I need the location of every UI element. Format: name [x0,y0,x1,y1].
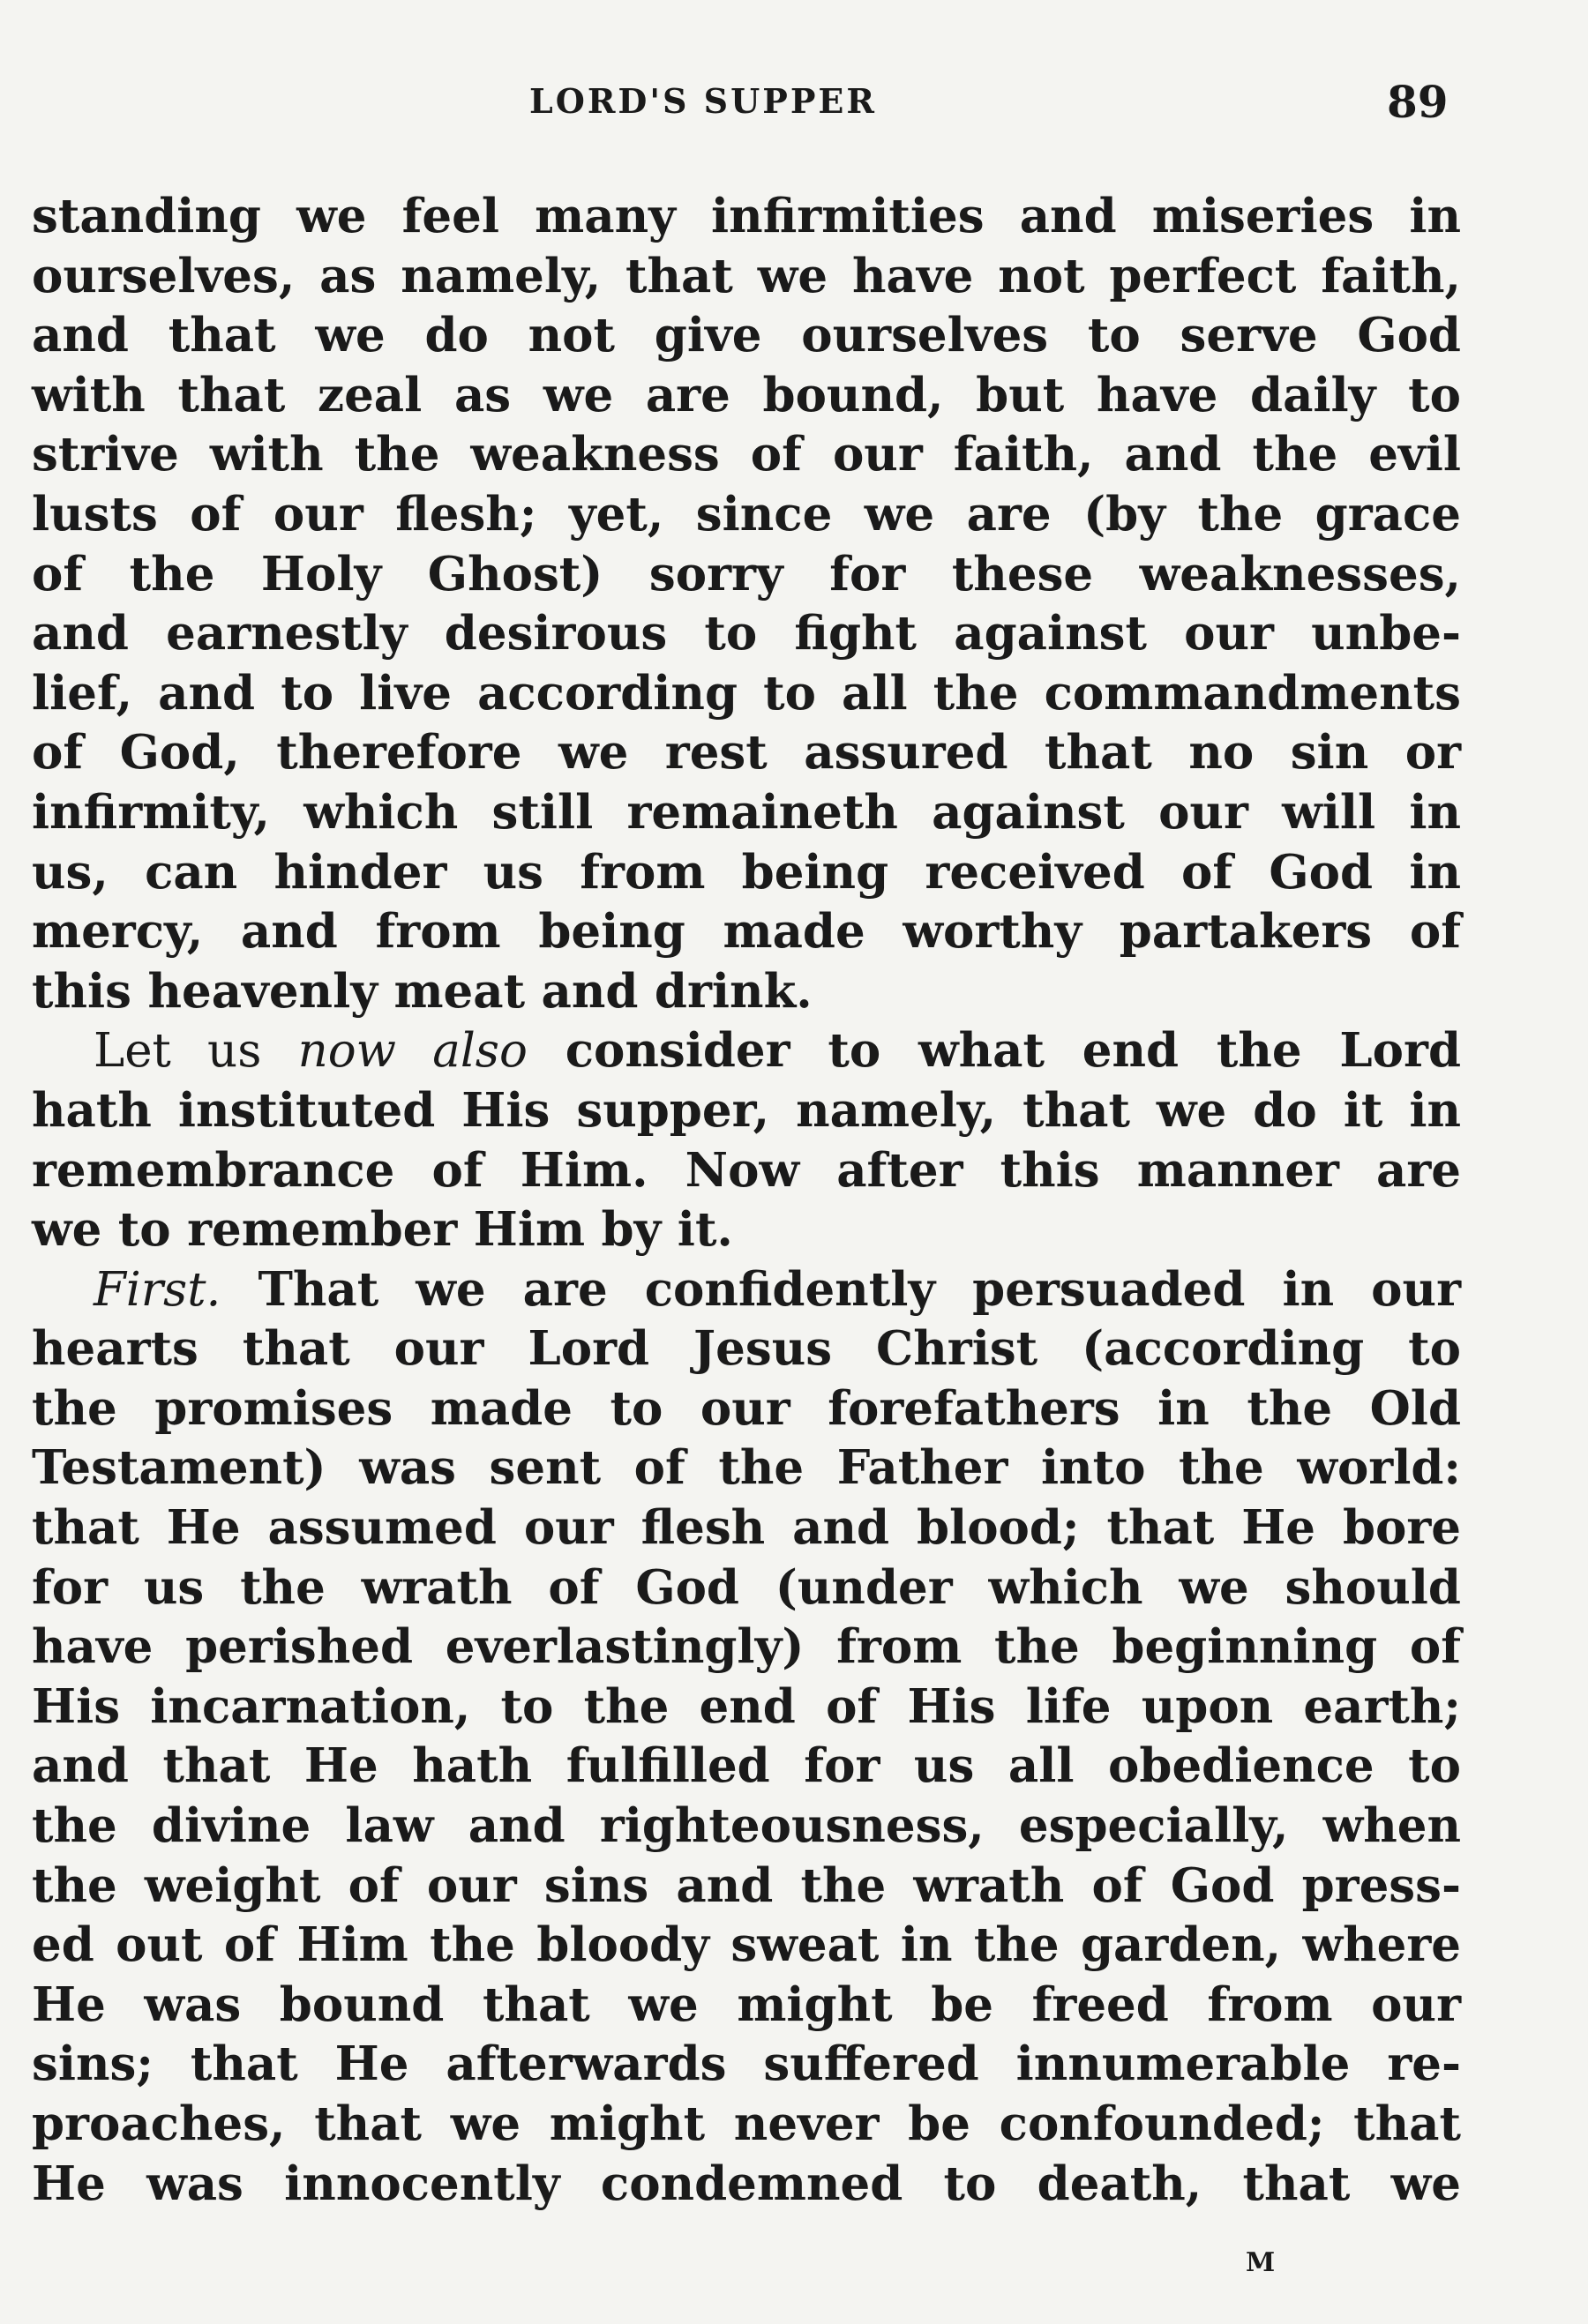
text-line: of God, therefore we rest assured that no sin or [32,725,1461,781]
text-line: the promises made to our forefathers in the Old [32,1380,1461,1436]
text-line: and earnestly desirous to fight against our unbe- [32,606,1461,661]
text-line: this heavenly meat and drink. [32,963,813,1019]
text-line: He was innocently condemned to death, that we [32,2156,1461,2211]
text-line: ed out of Him the bloody sweat in the garden, where [32,1917,1461,1973]
running-head-title: LORD'S SUPPER [529,81,877,121]
text-line: hearts that our Lord Jesus Christ (according to [32,1321,1461,1377]
italic-emphasis: First. [94,1262,221,1317]
text-line: He was bound that we might be freed from our [32,1977,1461,2032]
text-line: His incarnation, to the end of His life upon earth; [32,1678,1461,1734]
text-line: ourselves, as namely, that we have not perfect faith, [32,248,1461,303]
text-line: sins; that He afterwards suffered innumerable re- [32,2036,1461,2092]
text-line: the weight of our sins and the wrath of God press- [32,1857,1461,1913]
page-number: 89 [1387,76,1449,128]
text-line: Testament) was sent of the Father into the world: [32,1440,1461,1496]
text-line: the divine law and righteousness, especially, when [32,1798,1461,1854]
text-line: mercy, and from being made worthy partakers of [32,904,1461,960]
text-line: strive with the weakness of our faith, and the evil [32,427,1461,482]
text-line: have perished everlastingly) from the beginning of [32,1619,1461,1675]
text-line: and that we do not give ourselves to serve God [32,308,1461,363]
text-line: lief, and to live according to all the commandments [32,665,1461,721]
running-head [0,76,1588,134]
text-line: for us the wrath of God (under which we should [32,1559,1461,1615]
text-line: hath instituted His supper, namely, that we do it in [32,1082,1461,1138]
text-line: standing we feel many infirmities and miseries in [32,189,1461,243]
text-line: of the Holy Ghost) sorry for these weaknesses, [32,546,1461,602]
body-text [32,187,1461,2214]
text-line: Let us now also consider to what end the Lord [94,1023,1462,1079]
text-line: we to remember Him by it. [32,1202,733,1258]
italic-emphasis: now also [297,1024,528,1079]
text-line: with that zeal as we are bound, but have daily to [32,367,1461,422]
text-line: proaches, that we might never be confounded; that [32,2096,1461,2151]
text-line: lusts of our flesh; yet, since we are (by the grace [32,486,1461,542]
text-line: and that He hath fulfilled for us all obedience to [32,1738,1461,1794]
text-line: infirmity, which still remaineth against our will in [32,784,1461,840]
signature-mark: M [1246,2247,1276,2278]
text-line: us, can hinder us from being received of God in [32,844,1461,900]
text-line: First. That we are confidently persuaded in our [94,1261,1461,1317]
text-line: that He assumed our flesh and blood; that He bore [32,1500,1461,1556]
text-line: remembrance of Him. Now after this manner are [32,1142,1461,1198]
